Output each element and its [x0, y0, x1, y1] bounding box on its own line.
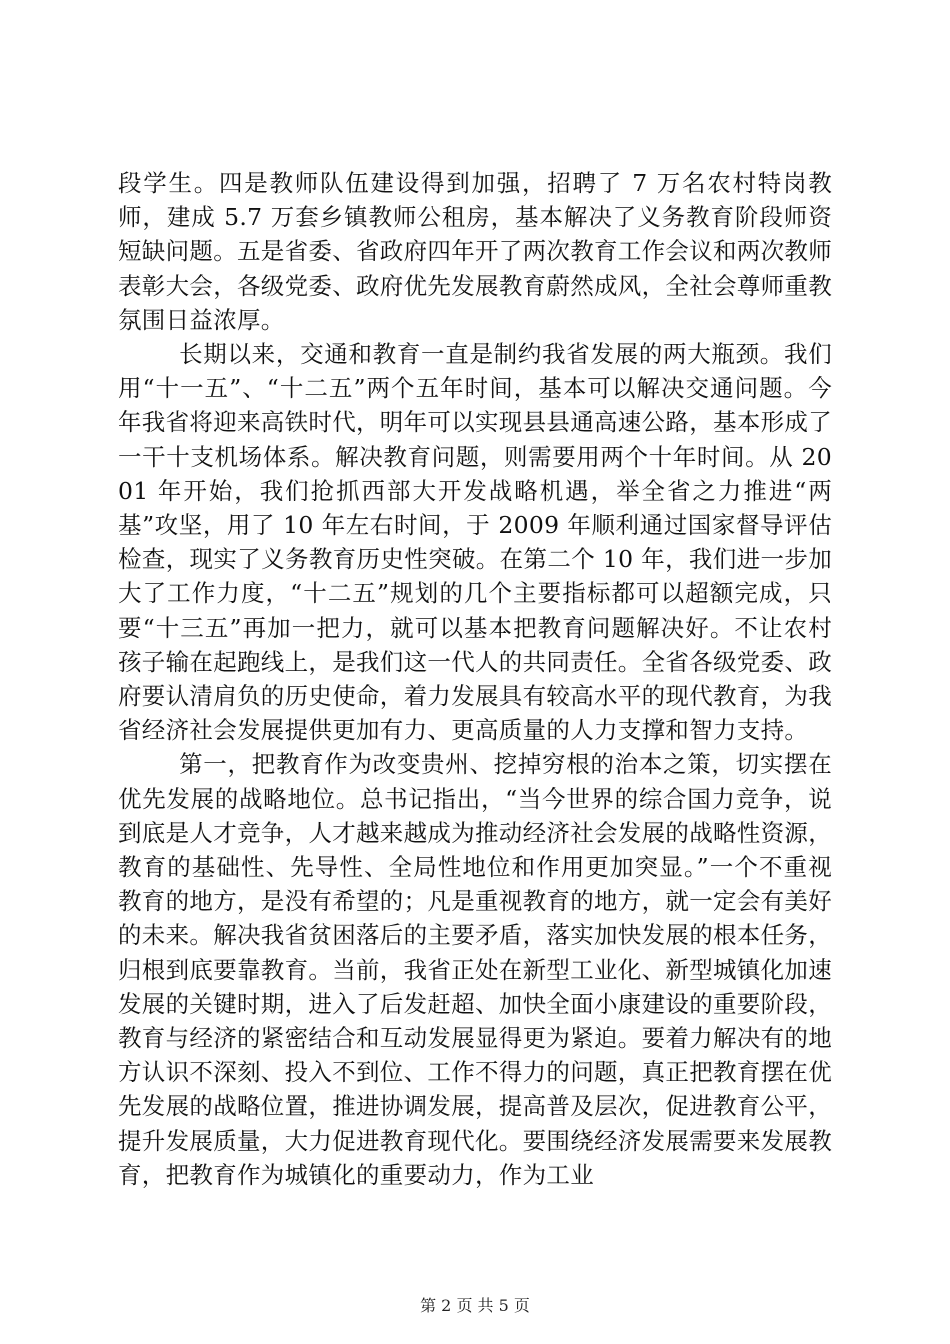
- page-footer: 第 2 页 共 5 页: [420, 1296, 530, 1315]
- paragraph-3: 第一，把教育作为改变贵州、挖掉穷根的治本之策，切实摆在优先发展的战略地位。总书记指出，“当今世界的综合国力竞争，说到底是人才竞争，人才越来越成为推动经济社会发展的战略性资源，教育的基础性、先导性、全局性地位和作用更加突显。”一个不重视教育的地方，是没有希望的；凡是重视教育的地方，就一定会有美好的未来。解决我省贫困落后的主要矛盾，落实加快发展的根本任务，归根到底要靠教育。当前，我省正处在新型工业化、新型城镇化加速发展的关键时期，进入了后发赶超、加快全面小康建设的重要阶段，教育与经济的紧密结合和互动发展显得更为紧迫。要着力解决有的地方认识不深刻、投入不到位、工作不得力的问题，真正把教育摆在优先发展的战略位置，推进协调发展，提高普及层次，促进教育公平，提升发展质量，大力促进教育现代化。要围绕经济发展需要来发展教育，把教育作为城镇化的重要动力，作为工业: [118, 750, 832, 1189]
- document-body: [118, 166, 832, 1192]
- paragraph-2: 长期以来，交通和教育一直是制约我省发展的两大瓶颈。我们用“十一五”、“十二五”两个五年时间，基本可以解决交通问题。今年我省将迎来高铁时代，明年可以实现县县通高速公路，基本形成了一干十支机场体系。解决教育问题，则需要用两个十年时间。从 2001 年开始，我们抢抓西部大开发战略机遇，举全省之力推进“两基”攻坚，用了 10 年左右时间，于 2009 年顺利通过国家督导评估检查，现实了义务教育历史性突破。在第二个 10 年，我们进一步加大了工作力度，“十二五”规划的几个主要指标都可以超额完成，只要“十三五”再加一把力，就可以基本把教育问题解决好。不让农村孩子输在起跑线上，是我们这一代人的共同责任。全省各级党委、政府要认清肩负的历史使命，着力发展具有较高水平的现代教育，为我省经济社会发展提供更加有力、更高质量的人力支撑和智力支持。: [118, 340, 832, 745]
- paragraph-1: 段学生。四是教师队伍建设得到加强，招聘了 7 万名农村特岗教师，建成 5.7 万套乡镇教师公租房，基本解决了义务教育阶段师资短缺问题。五是省委、省政府四年开了两次教育工作会议和两次教师表彰大会，各级党委、政府优先发展教育蔚然成风，全社会尊师重教氛围日益浓厚。: [118, 169, 832, 334]
